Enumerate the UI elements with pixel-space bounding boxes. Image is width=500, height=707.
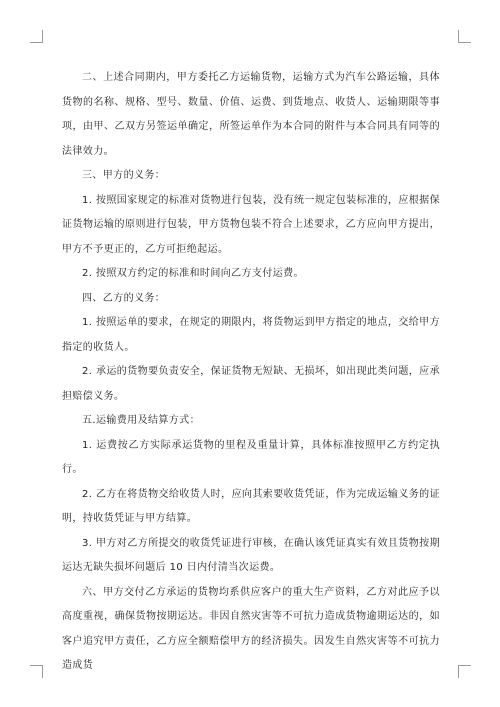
paragraph-fees-item-1: 1. 运费按乙方实际承运货物的里程及重量计算，具体标准按照甲乙方约定执行。	[62, 439, 440, 475]
crop-mark-bottom-right	[458, 665, 471, 678]
heading-party-b-obligations: 四、乙方的义务：	[82, 292, 166, 304]
paragraph-party-b-item-2: 2. 承运的货物要负责安全，保证货物无短缺、无损坏，如出现此类问题，应承担赔偿义务。	[62, 366, 440, 402]
paragraph-clause-2: 二、上述合同期内，甲方委托乙方运输货物，运输方式为汽车公路运输，具体货物的名称、规格、型号、数量、价值、运费、到货地点、收货人、运输期限等事项，由甲、乙双方另签运单确定，所签运单作为本合同的附件与本合同具有同等的法律效力。	[62, 72, 440, 157]
heading-party-a-obligations: 三、甲方的义务：	[82, 170, 166, 181]
paragraph-fees-item-2: 2. 乙方在将货物交给收货人时，应向其索要收货凭证，作为完成运输义务的证明，持收货凭证与甲方结算。	[62, 488, 440, 524]
document-body	[62, 66, 440, 679]
paragraph-party-a-item-2: 2. 按照双方约定的标准和时间向乙方支付运费。	[82, 268, 304, 279]
crop-mark-top-left	[30, 30, 43, 43]
crop-mark-top-right	[458, 30, 471, 43]
paragraph-party-b-item-1: 1. 按照运单的要求，在规定的期限内，将货物运到甲方指定的地点，交给甲方指定的收货人。	[62, 317, 440, 353]
crop-mark-bottom-left	[30, 665, 43, 678]
paragraph-fees-item-3: 3. 甲方对乙方所提交的收货凭证进行审核，在确认该凭证真实有效且货物按期运达无缺失损坏问题后 10 日内付清当次运费。	[62, 537, 440, 573]
heading-fees-settlement: 五.运输费用及结算方式：	[82, 415, 200, 426]
paragraph-party-a-item-1: 1. 按照国家规定的标准对货物进行包装，没有统一规定包装标准的，应根据保证货物运输的原则进行包装，甲方货物包装不符合上述要求，乙方应向甲方提出，甲方不予更正的，乙方可拒绝起运。	[62, 194, 440, 255]
paragraph-clause-6: 六、甲方交付乙方承运的货物均系供应客户的重大生产资料，乙方对此应予以高度重视，确保货物按期运达。非因自然灾害等不可抗力造成货物逾期运达的，如客户追究甲方责任，乙方应全额赔偿甲方的经济损失。因发生自然灾害等不可抗力造成货	[62, 586, 440, 671]
